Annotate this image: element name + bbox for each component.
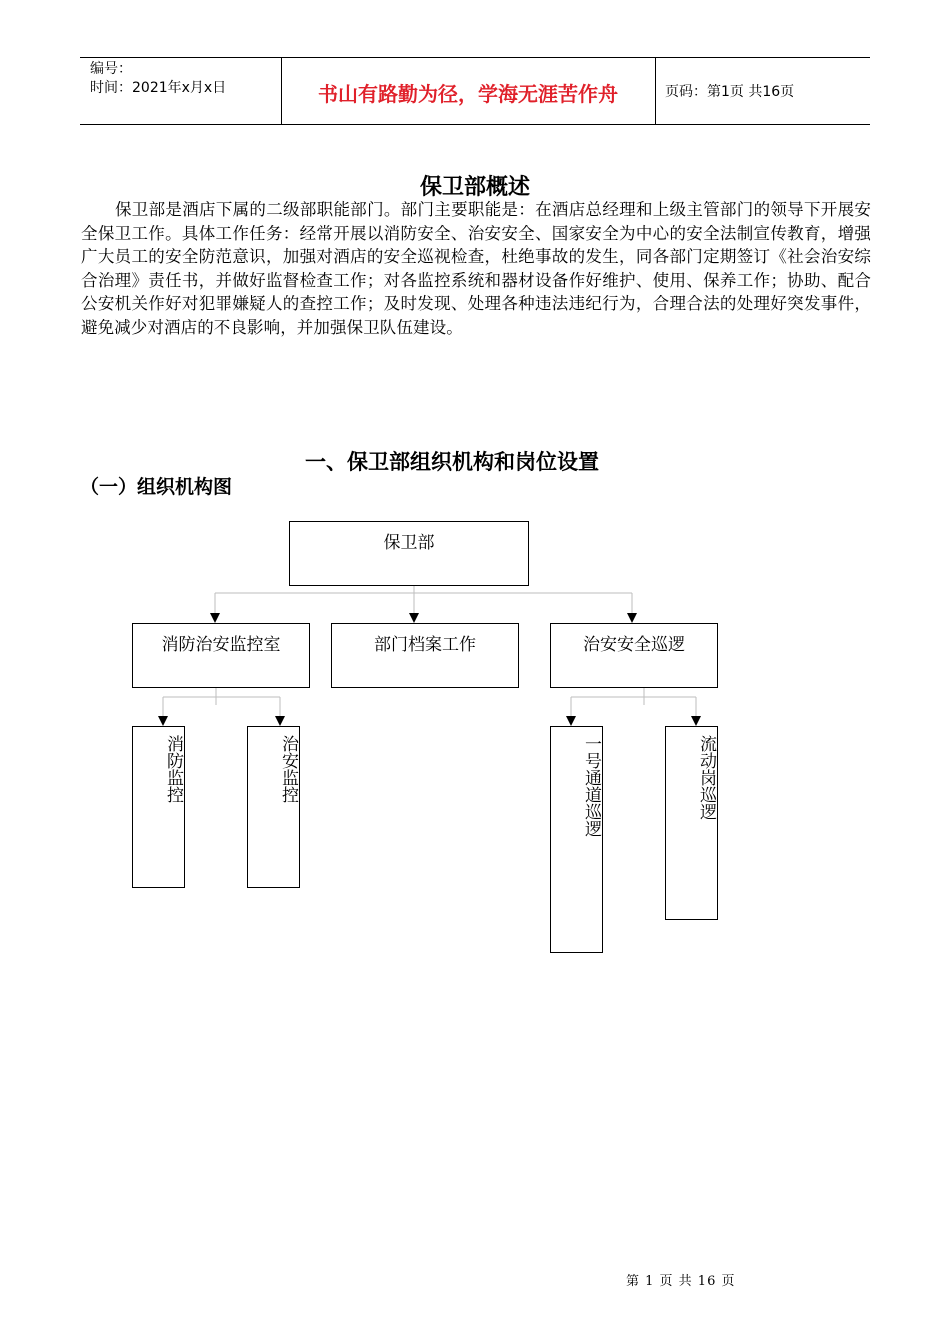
org-box-patrol xyxy=(550,623,718,688)
org-box-mobile-patrol xyxy=(665,726,718,920)
org-root-box xyxy=(289,521,529,586)
intro-paragraph: 保卫部是酒店下属的二级部职能部门。部门主要职能是：在酒店总经理和上级主管部门的领导下开展安全保卫工作。具体工作任务：经常开展以消防安全、治安安全、国家安全为中心的安全法制宣传教育，增强广大员工的安全防范意识，加强对酒店的安全巡视检查，杜绝事故的发生，同各部门定期签订《社会治安综合治理》责任书，并做好监督检查工作；对各监控系统和器材设备作好维护、使用、保养工作；协助、配合公安机关作好对犯罪嫌疑人的查控工作；及时发现、处理各种违法违纪行为，合理合法的处理好突发事件，避免减少对酒店的不良影响，并加强保卫队伍建设。 xyxy=(81,200,871,337)
org-box-security-monitoring xyxy=(247,726,300,888)
org-label-security-monitoring: 治安监控 xyxy=(278,735,298,803)
section-heading: 一、保卫部组织机构和岗位设置 xyxy=(305,450,599,474)
org-box-channel-patrol xyxy=(550,726,603,953)
org-box-monitoring-room xyxy=(132,623,310,688)
org-label-patrol: 治安安全巡逻 xyxy=(583,635,685,655)
header-time-label: 时间：2021年x月x日 xyxy=(90,80,227,96)
header-number-label: 编号： xyxy=(90,61,132,77)
org-root-label: 保卫部 xyxy=(383,533,435,553)
header-slogan: 书山有路勤为径，学海无涯苦作舟 xyxy=(318,82,618,106)
org-label-channel-patrol: 一号通道巡逻 xyxy=(581,735,601,837)
subsection-heading: （一）组织机构图 xyxy=(80,476,233,498)
header-page-info: 页码：第1页 共16页 xyxy=(665,84,795,100)
org-label-fire-monitoring: 消防监控 xyxy=(163,735,183,803)
org-box-fire-monitoring xyxy=(132,726,185,888)
org-label-mobile-patrol: 流动岗巡逻 xyxy=(696,735,716,820)
org-box-archives xyxy=(331,623,519,688)
org-label-archives: 部门档案工作 xyxy=(374,635,476,655)
document-title: 保卫部概述 xyxy=(419,175,530,200)
page-footer: 第 1 页 共 16 页 xyxy=(626,1274,736,1289)
org-label-monitoring-room: 消防治安监控室 xyxy=(161,635,281,655)
